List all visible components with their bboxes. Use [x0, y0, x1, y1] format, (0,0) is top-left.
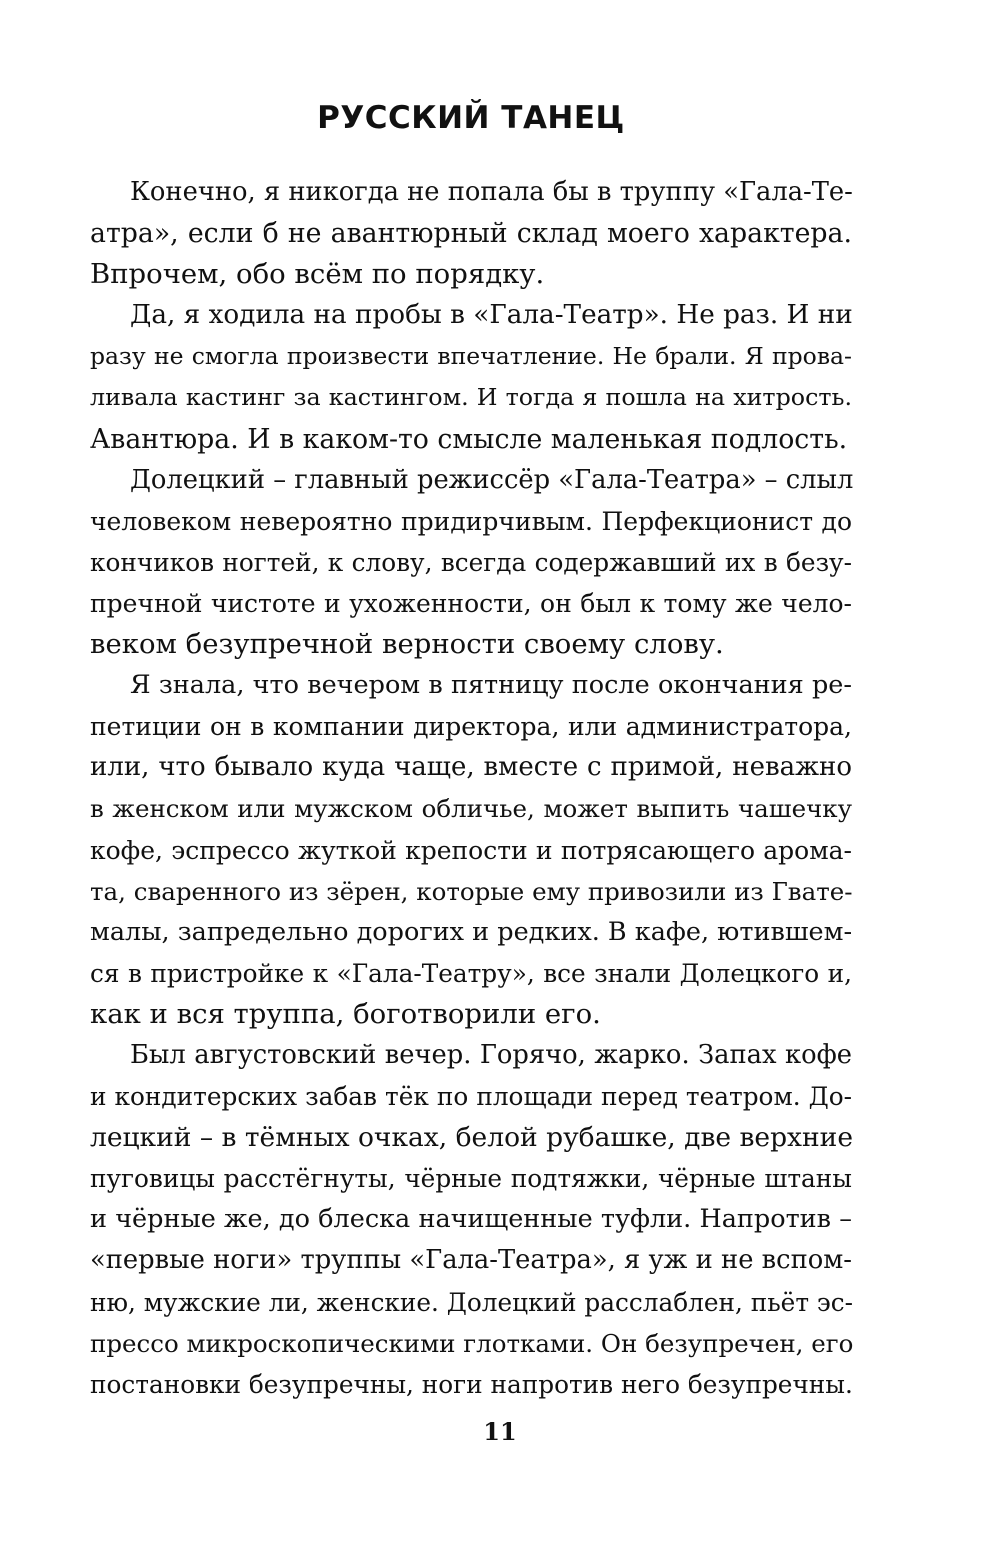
text-line: Впрочем, обо всём по порядку. — [90, 258, 545, 291]
paragraph — [90, 665, 852, 1035]
text-line: как и вся труппа, боготворили его. — [90, 997, 601, 1030]
text-line: человеком невероятно придирчивым. Перфекционист до — [90, 506, 852, 536]
text-line: ливала кастинг за кастингом. И тогда я пошла на хитрость. — [90, 383, 852, 412]
text-line: Да, я ходила на пробы в «Гала-Театр». Не раз. И ни — [130, 300, 853, 331]
text-line: и чёрные же, до блеска начищенные туфли. Напротив – — [90, 1204, 852, 1235]
text-line: Был августовский вечер. Горячо, жарко. Запах кофе — [130, 1039, 852, 1070]
text-line: в женском или мужском обличье, может выпить чашечку — [90, 794, 852, 824]
text-line: Конечно, я никогда не попала бы в труппу «Гала-Те- — [130, 177, 853, 207]
text-line: пуговицы расстёгнуты, чёрные подтяжки, чёрные штаны — [90, 1164, 852, 1194]
text-line: и кондитерских забав тёк по площади перед театром. До- — [90, 1082, 852, 1112]
paragraph — [90, 172, 852, 295]
text-line: Авантюра. И в каком-то смысле маленькая подлость. — [90, 423, 848, 455]
paragraph — [90, 295, 852, 459]
chapter-title: РУССКИЙ ТАНЕЦ — [317, 100, 625, 136]
text-line: или, что бывало куда чаще, вместе с примой, неважно — [90, 752, 852, 783]
text-line: петиции он в компании директора, или администратора, — [90, 712, 852, 742]
paragraph — [90, 1035, 852, 1405]
book-page — [90, 92, 852, 1405]
text-line: пречной чистоте и ухоженности, он был к тому же чело- — [90, 588, 852, 618]
text-line: постановки безупречны, ноги напротив него безупречны. — [90, 1369, 853, 1399]
paragraph — [90, 460, 852, 665]
text-line: атра», если б не авантюрный склад моего характера. — [90, 218, 852, 250]
text-line: Я знала, что вечером в пятницу после окончания ре- — [130, 670, 852, 701]
text-line: ся в пристройке к «Гала-Театру», все знали Долецкого и, — [90, 958, 852, 988]
text-line: веком безупречной верности своему слову. — [90, 628, 724, 661]
body-text — [90, 172, 852, 1405]
text-line: лецкий – в тёмных очках, белой рубашке, две верхние — [90, 1122, 854, 1154]
text-line: кофе, эспрессо жуткой крепости и потрясающего арома- — [90, 835, 852, 865]
text-line: прессо микроскопическими глотками. Он безупречен, его — [90, 1328, 854, 1358]
text-line: Долецкий – главный режиссёр «Гала-Театра» – слыл — [130, 464, 854, 495]
text-line: «первые ноги» труппы «Гала-Театра», я уж и не вспом- — [90, 1245, 852, 1276]
text-line: малы, запредельно дорогих и редких. В кафе, ютившем- — [90, 916, 853, 947]
text-line: разу не смогла произвести впечатление. Не брали. Я прова- — [90, 342, 852, 371]
text-line: ню, мужские ли, женские. Долецкий расслаблен, пьёт эс- — [90, 1287, 853, 1317]
page-number: 11 — [483, 1417, 517, 1446]
text-line: кончиков ногтей, к слову, всегда содержавший их в безу- — [90, 547, 852, 577]
text-line: та, сваренного из зёрен, которые ему привозили из Гвате- — [90, 876, 853, 906]
